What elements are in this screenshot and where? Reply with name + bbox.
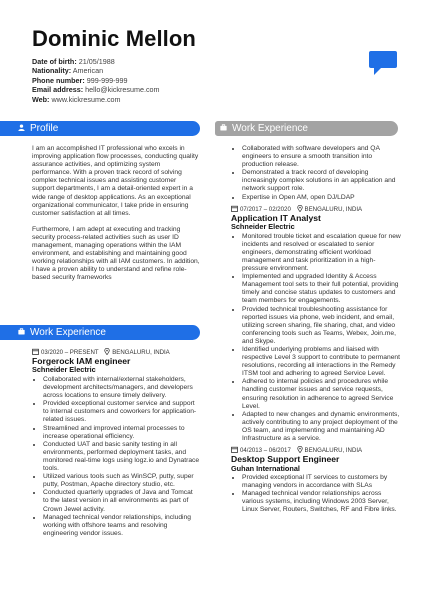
list-item: • Streamlined and improved internal processes to increase operational efficiency. bbox=[43, 425, 200, 441]
detail-row-web bbox=[32, 95, 160, 104]
chat-bubble-icon bbox=[368, 50, 398, 76]
detail-value: 999-999-999 bbox=[86, 75, 128, 85]
job-location: BENGALURU, INDIA bbox=[112, 349, 170, 356]
section-title: Profile bbox=[30, 123, 59, 134]
job-entry bbox=[231, 447, 401, 514]
detail-row-phone bbox=[32, 76, 160, 85]
detail-row-email bbox=[32, 85, 160, 94]
location-pin-icon bbox=[297, 446, 303, 453]
briefcase-icon bbox=[18, 328, 25, 335]
detail-label: Phone number: bbox=[32, 75, 85, 85]
list-item: • Managed technical vendor relationships across various systems, including Windows 2003 Server, Linux Server, Routers, Switches, RF and Fibre links. bbox=[242, 490, 401, 514]
detail-value[interactable]: hello@kickresume.com bbox=[85, 85, 160, 95]
list-item: • Adhered to internal policies and procedures while handling customer issues and service requests, ensuring resolution in adherence to agreed Service Level. bbox=[242, 378, 401, 410]
detail-label: Web: bbox=[32, 94, 50, 104]
section-header-work-experience-continued bbox=[215, 121, 398, 136]
detail-value: American bbox=[72, 66, 104, 76]
list-item: • Expertise in Open AM, open DJ/LDAP bbox=[242, 194, 401, 202]
job-company: Schneider Electric bbox=[231, 222, 295, 232]
profile-paragraph: Furthermore, I am adept at executing and tracking security process-related activities such as user ID management, managing operations within the IAM environment, and establishing and maintaining good working relationships with all IAM customers. In addition, I have a proven ability to understand and refine role-based security frameworks bbox=[32, 225, 200, 282]
detail-value: 21/05/1988 bbox=[78, 57, 115, 66]
job-bullets bbox=[32, 376, 200, 538]
job-title: Forgerock IAM engineer bbox=[32, 356, 131, 366]
user-icon bbox=[18, 124, 25, 131]
list-item: • Conducted quarterly upgrades of Java and Tomcat to the latest version in all environments as part of Crown Jewel activity. bbox=[43, 489, 200, 513]
list-item: • Conducted UAT and basic sanity testing in all environments, performed deployment tasks, and monitored real-time logs using logz.io and Dynatrace tools. bbox=[43, 441, 200, 473]
job-location: BENGALURU, INDIA bbox=[304, 447, 363, 455]
personal-details bbox=[32, 57, 160, 104]
job-company: Schneider Electric bbox=[32, 365, 96, 375]
detail-label: Date of birth: bbox=[32, 57, 77, 66]
calendar-icon bbox=[231, 205, 238, 212]
detail-row-dob bbox=[32, 57, 160, 66]
job-dates: 04/2013 – 06/2017 bbox=[240, 447, 291, 455]
list-item: • Demonstrated a track record of developing increasingly complex solutions in an application and network support role. bbox=[242, 169, 401, 193]
detail-row-nationality bbox=[32, 66, 160, 75]
list-item: • Collaborated with software developers and QA engineers to ensure a smooth transition into production release. bbox=[242, 145, 401, 169]
job-location: BENGALURU, INDIA bbox=[304, 205, 363, 213]
job-dates: 07/2017 – 02/2020 bbox=[240, 205, 291, 213]
calendar-icon bbox=[231, 446, 238, 453]
work-continued bbox=[231, 145, 401, 515]
job-bullets bbox=[231, 145, 401, 202]
job-bullets bbox=[231, 474, 401, 514]
list-item: • Provided exceptional IT services to customers by managing vendors in accordance with SLAs bbox=[242, 474, 401, 490]
location-pin-icon bbox=[297, 205, 303, 212]
calendar-icon bbox=[32, 348, 39, 355]
list-item: • Provided exceptional customer service and support to internal customers and coworkers for application-related issues. bbox=[43, 400, 200, 424]
detail-label: Nationality: bbox=[32, 66, 72, 76]
section-title: Work Experience bbox=[30, 327, 106, 338]
job-entry bbox=[32, 349, 200, 538]
section-header-work-experience bbox=[0, 325, 200, 340]
profile-text bbox=[32, 145, 200, 283]
section-title: Work Experience bbox=[232, 123, 308, 134]
detail-value[interactable]: www.kickresume.com bbox=[51, 94, 121, 104]
list-item: • Identified underlying problems and liaised with respective Level 3 support to contribute to permanent resolutions, recording all interactions in the Remedy ITSM tool and adhering to agreed Service Level. bbox=[242, 346, 401, 378]
list-item: • Adapted to new changes and dynamic environments, actively contributing to any project deployment of the OS team, and implementing and maintaining AD Infrastructure as a service. bbox=[242, 411, 401, 443]
job-entry bbox=[231, 206, 401, 443]
list-item: • Utilized various tools such as WinSCP, putty, super putty, Postman, Apache directory studio, etc. bbox=[43, 473, 200, 489]
profile-paragraph: I am an accomplished IT professional who excels in improving application flow processes, conducting quality assurance activities, and optimizing system performance. With a proven track record of solving complex technical issues and assisting customer support departments, I am a detail-oriented expert in a wide range of desktop applications. As an exceptional organizational communicator, I take pride in ensuring customer satisfaction at all times. bbox=[32, 145, 199, 217]
job-bullets bbox=[231, 233, 401, 443]
list-item: • Implemented and upgraded Identity & Access Management tool sets to their full potential, providing timely and concise status updates to customers and team members for engagements. bbox=[242, 273, 401, 305]
detail-label: Email address: bbox=[32, 85, 84, 95]
job-title: Application IT Analyst bbox=[231, 212, 321, 223]
job-company: Guhan International bbox=[231, 463, 300, 473]
list-item: • Collaborated with internal/external stakeholders, development architects/managers, and developers across locations to ensure timely delivery. bbox=[43, 376, 200, 400]
candidate-name: Dominic Mellon bbox=[32, 26, 196, 51]
section-header-profile bbox=[0, 121, 200, 136]
job-title: Desktop Support Engineer bbox=[231, 454, 340, 465]
list-item: • Managed technical vendor relationships, including working with offshore teams and resolving engineering vendor issues. bbox=[43, 514, 200, 538]
list-item: • Monitored trouble ticket and escalation queue for new incidents and resolved or escalated to senior engineers, demonstrating efficient workload management and task prioritization in a high-pressure environment. bbox=[242, 233, 401, 273]
job-dates: 03/2020 – PRESENT bbox=[41, 349, 99, 356]
briefcase-icon bbox=[220, 124, 227, 131]
list-item: • Provided technical troubleshooting assistance for reported issues via phone, web incident, and email, utilizing screen sharing, file sharing, chat, and video conferencing tools such as Teams, Webex, Join.me, and Skype. bbox=[242, 306, 401, 346]
location-pin-icon bbox=[104, 348, 110, 355]
